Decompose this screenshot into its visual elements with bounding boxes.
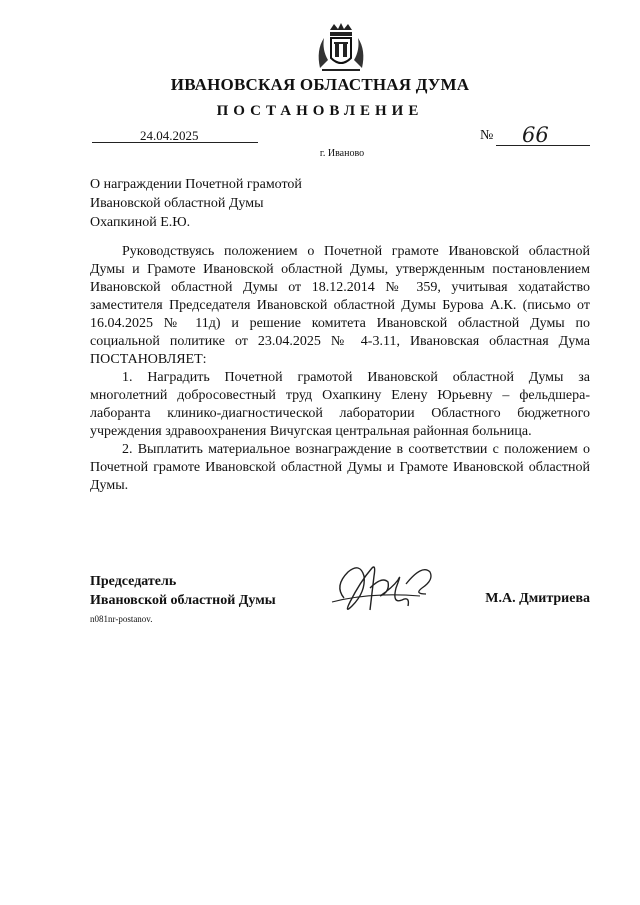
- document-body: [90, 243, 590, 495]
- city-label: г. Иваново: [319, 148, 365, 159]
- body-paragraph-item-2: 2. Выплатить материальное вознаграждение в соответствии с положением о Почетной грамоте Ивановской областной Думы и Грамоте Ивановской областной Думы.: [90, 442, 590, 493]
- document-date: 24.04.2025: [140, 128, 199, 143]
- signatory-title-line: Председатель: [90, 574, 177, 589]
- handwritten-signature-icon: [330, 558, 442, 620]
- signatory-title: [90, 572, 276, 610]
- signatory-title-line: Ивановской областной Думы: [90, 593, 276, 608]
- organization-title: ИВАНОВСКАЯ ОБЛАСТНАЯ ДУМА: [170, 75, 470, 94]
- subject-line: Ивановской областной Думы: [90, 196, 264, 211]
- file-code: n081nr-postanov.: [90, 614, 153, 624]
- subject-line: О награждении Почетной грамотой: [90, 177, 302, 192]
- document-subject: [90, 175, 302, 232]
- number-label: №: [480, 128, 494, 143]
- body-paragraph-preamble: Руководствуясь положением о Почетной грамоте Ивановской областной Думы и Грамоте Ивановской областной Думы, утвержденным постановлением Ивановской областной Думы от 18.12.2014 № 359, учитывая ходатайство заместителя Председателя Ивановской областной Думы Бурова А.К. (письмо от 16.04.2025 № 11д) и решение комитета Ивановской областной Думы по социальной политике от 23.04.2025 № 4-3.11, Ивановская областная Дума ПОСТАНОВЛЯЕТ:: [90, 244, 590, 367]
- document-number: 66: [522, 123, 549, 147]
- coat-of-arms-icon: [314, 20, 368, 74]
- subject-line: Охапкиной Е.Ю.: [90, 215, 191, 230]
- number-underline: [496, 145, 590, 146]
- date-underline: [92, 142, 258, 143]
- body-paragraph-item-1: 1. Наградить Почетной грамотой Ивановской областной Думы за многолетний добросовестный труд Охапкину Елену Юрьевну – фельдшера-лаборанта клинико-диагностической лаборатории Областного бюджетного учреждения здравоохранения Вичугская центральная районная больница.: [90, 370, 590, 439]
- document-type-heading: ПОСТАНОВЛЕНИЕ: [216, 103, 424, 119]
- signatory-name: М.А. Дмитриева: [485, 591, 590, 606]
